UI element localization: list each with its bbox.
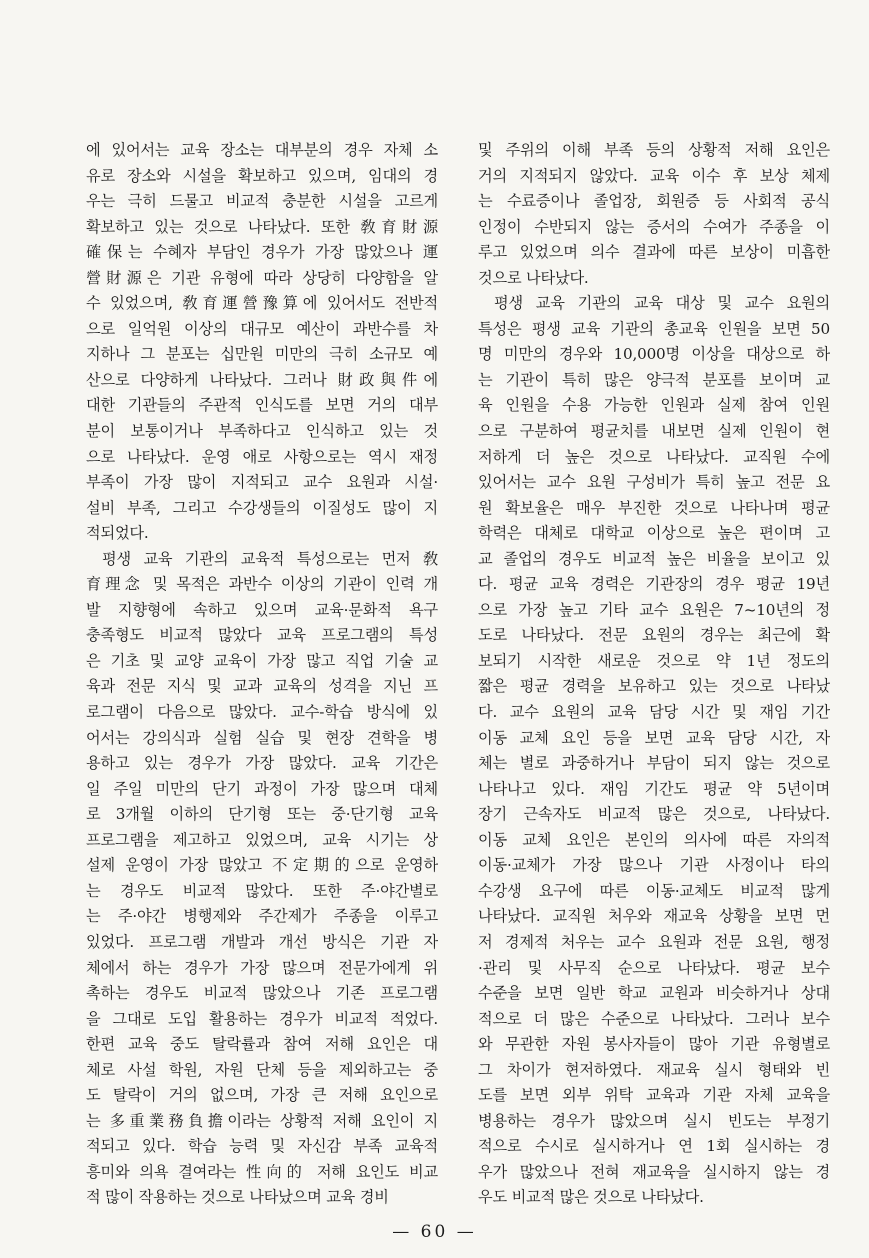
text-line: 도를 보면 외부 위탁 교육과 기관 자체 교육을 — [478, 1086, 830, 1105]
text-line: 는 주·야간 병행제와 주간제가 주종을 이루고 — [86, 907, 438, 926]
text-line: 충족형도 비교적 많았다 교육 프로그램의 특성 — [86, 626, 438, 645]
text-line: 체는 별로 과중하거나 부담이 되지 않는 것으로 — [478, 754, 830, 773]
text-line: 으로 가장 높고 기타 교수 요원은 7~10년의 정 — [478, 600, 830, 619]
text-line: 이동 교체 요인은 본인의 의사에 따른 자의적 — [478, 830, 830, 849]
text-line: 인정이 수반되지 않는 증서의 수여가 주종을 이 — [478, 217, 830, 236]
text-line: 이동·교체가 가장 많으나 기관 사정이나 타의 — [478, 856, 830, 875]
text-line: 도 탈락이 거의 없으며, 가장 큰 저해 요인으로 — [86, 1086, 438, 1105]
text-line: 다. 평균 교육 경력은 기관장의 경우 평균 19년 — [478, 575, 830, 594]
text-line: 確保는 수혜자 부담인 경우가 가장 많았으나 運 — [86, 243, 438, 262]
text-line: 다. 교수 요원의 교육 담당 시간 및 재임 기간 — [478, 703, 830, 722]
text-line: 적으로 더 많은 수준으로 나타났다. 그러나 보수 — [478, 1009, 830, 1028]
text-line: 수 있었으며, 敎育運營豫算에 있어서도 전반적 — [86, 294, 438, 313]
text-line: 있었다. 프로그램 개발과 개선 방식은 기관 자 — [86, 932, 438, 951]
text-line: 수준을 보면 일반 학교 교원과 비슷하거나 상대 — [478, 984, 830, 1003]
text-line: 루고 있었으며 의수 결과에 따른 보상이 미흡한 — [478, 243, 830, 262]
text-line: 유로 장소와 시설을 확보하고 있으며, 임대의 경 — [86, 166, 438, 185]
text-line: 育理念 및 목적은 과반수 이상의 기관이 인력 개 — [86, 575, 438, 594]
text-line: 우도 비교적 많은 것으로 나타났다. — [478, 1188, 704, 1207]
text-line: 특성은 평생 교육 기관의 총교육 인원을 보면 50 — [478, 319, 830, 338]
text-line: 는 기관이 특히 많은 양극적 분포를 보이며 교 — [478, 370, 830, 389]
text-line: 있어서는 교수 요원 구성비가 특히 높고 전문 요 — [478, 473, 830, 492]
text-line: 프로그램을 제고하고 있었으며, 교육 시기는 상 — [86, 830, 438, 849]
text-line: 저 경제적 처우는 교수 요원과 전문 요원, 행정 — [478, 932, 830, 951]
text-line: 저하게 더 높은 것으로 나타났다. 교직원 수에 — [478, 447, 830, 466]
text-line: 짧은 평균 경력을 보유하고 있는 것으로 나타났 — [478, 677, 830, 696]
text-line: 일 주일 미만의 단기 과정이 가장 많으며 대체 — [86, 779, 438, 798]
text-line: 나타났다. 교직원 처우와 재교육 상황을 보면 먼 — [478, 907, 830, 926]
text-line: 부족이 가장 많이 지적되고 교수 요원과 시설· — [86, 473, 438, 492]
text-line: 설제 운영이 가장 많았고 不定期的으로 운영하 — [86, 856, 438, 875]
text-line: 학력은 대체로 대학교 이상으로 높은 편이며 고 — [478, 524, 830, 543]
text-line: 적 많이 작용하는 것으로 나타났으며 교육 경비 — [86, 1188, 389, 1207]
left-column — [86, 138, 438, 1211]
text-line: 으로 구분하여 평균치를 내보면 실제 인원이 현 — [478, 422, 830, 441]
text-line: 명 미만의 경우와 10,000명 이상을 대상으로 하 — [478, 345, 830, 364]
text-line: 육과 전문 지식 및 교과 교육의 성격을 지닌 프 — [86, 677, 438, 696]
page-number: — 60 — — [392, 1222, 477, 1242]
text-line: 우가 많았으나 전혀 재교육을 실시하지 않는 경 — [478, 1162, 830, 1181]
text-line: 도로 나타났다. 전문 요원의 경우는 최근에 확 — [478, 626, 830, 645]
text-line: 설비 부족, 그리고 수강생들의 이질성도 많이 지 — [86, 498, 438, 517]
text-line: 우는 극히 드물고 비교적 충분한 시설을 고르게 — [86, 192, 438, 211]
text-line: 는 경우도 비교적 많았다. 또한 주·야간별로 — [86, 881, 438, 900]
text-line: 으로 일억원 이상의 대규모 예산이 과반수를 차 — [86, 319, 438, 338]
text-line: 평생 교육 기관의 교육적 특성으로는 먼저 敎 — [102, 549, 438, 568]
text-line: 에 있어서는 교육 장소는 대부분의 경우 자체 소 — [86, 141, 438, 159]
text-line: 산으로 다양하게 나타났다. 그러나 財政與件에 — [86, 370, 438, 389]
text-line: 육 인원을 수용 가능한 인원과 실제 참여 인원 — [478, 396, 830, 415]
text-line: 나타나고 있다. 재임 기간도 평균 약 5년이며 — [478, 779, 830, 798]
text-line: 체에서 하는 경우가 가장 많으며 전문가에게 위 — [86, 958, 438, 977]
text-line: ·관리 및 사무직 순으로 나타났다. 평균 보수 — [478, 958, 830, 977]
text-line: 지하나 그 분포는 십만원 미만의 극히 소규모 예 — [86, 345, 438, 364]
text-line: 장기 근속자도 비교적 많은 것으로, 나타났다. — [478, 805, 830, 824]
text-line: 병용하는 경우가 많았으며 실시 빈도는 부정기 — [478, 1111, 830, 1130]
text-line: 대한 기관들의 주관적 인식도를 보면 거의 대부 — [86, 396, 438, 415]
text-line: 을 그대로 도입 활용하는 경우가 비교적 적었다. — [86, 1009, 438, 1028]
text-line: 적되고 있다. 학습 능력 및 자신감 부족 교육적 — [86, 1137, 438, 1156]
text-line: 로그램이 다음으로 많았다. 교수-학습 방식에 있 — [86, 703, 438, 722]
text-line: 營財源은 기관 유형에 따라 상당히 다양함을 알 — [86, 268, 438, 287]
text-line: 적되었다. — [86, 524, 149, 543]
text-line: 수강생 요구에 따른 이동·교체도 비교적 많게 — [478, 881, 830, 900]
text-line: 와 무관한 자원 봉사자들이 많아 기관 유형별로 — [478, 1035, 830, 1054]
text-line: 분이 보통이거나 부족하다고 인식하고 있는 것 — [86, 422, 438, 441]
text-line: 적으로 수시로 실시하거나 연 1회 실시하는 경 — [478, 1137, 830, 1156]
text-line: 그 차이가 현저하였다. 재교육 실시 형태와 빈 — [478, 1060, 830, 1079]
text-line: 는 수료증이나 졸업장, 회원증 등 사회적 공식 — [478, 192, 830, 211]
text-line: 은 기초 및 교양 교육이 가장 많고 직업 기술 교 — [86, 651, 438, 670]
text-line: 용하고 있는 경우가 가장 많았다. 교육 기간은 — [86, 754, 438, 773]
text-line: 이동 교체 요인 등을 보면 교육 담당 시간, 자 — [478, 728, 830, 747]
text-line: 원 확보율은 매우 부진한 것으로 나타나며 평균 — [478, 498, 830, 517]
text-line: 체로 사설 학원, 자원 단체 등을 제외하고는 중 — [86, 1060, 438, 1079]
text-line: 것으로 나타났다. — [478, 268, 589, 287]
text-line: 한편 교육 중도 탈락률과 참여 저해 요인은 대 — [86, 1035, 438, 1054]
text-line: 확보하고 있는 것으로 나타났다. 또한 敎育財源 — [86, 217, 438, 236]
text-line: 로 3개월 이하의 단기형 또는 중·단기형 교육 — [86, 805, 438, 824]
text-line: 는 多重業務負擔이라는 상황적 저해 요인이 지 — [86, 1111, 438, 1130]
text-line: 으로 나타났다. 운영 애로 사항으로는 역시 재정 — [86, 447, 438, 466]
text-line: 발 지향형에 속하고 있으며 교육·문화적 욕구 — [86, 600, 438, 619]
text-line: 및 주위의 이해 부족 등의 상황적 저해 요인은 — [478, 141, 830, 159]
text-line: 교 졸업의 경우도 비교적 높은 비율을 보이고 있 — [478, 549, 830, 568]
text-line: 보되기 시작한 새로운 것으로 약 1년 정도의 — [478, 651, 830, 670]
text-line: 촉하는 경우도 비교적 많았으나 기존 프로그램 — [86, 984, 438, 1003]
text-line: 평생 교육 기관의 교육 대상 및 교수 요원의 — [494, 294, 830, 313]
right-column — [478, 138, 830, 1211]
text-line: 어서는 강의식과 실험 실습 및 현장 견학을 병 — [86, 728, 438, 747]
text-line: 흥미와 의욕 결여라는 性向的 저해 요인도 비교 — [86, 1162, 438, 1181]
text-line: 거의 지적되지 않았다. 교육 이수 후 보상 체제 — [478, 166, 830, 185]
